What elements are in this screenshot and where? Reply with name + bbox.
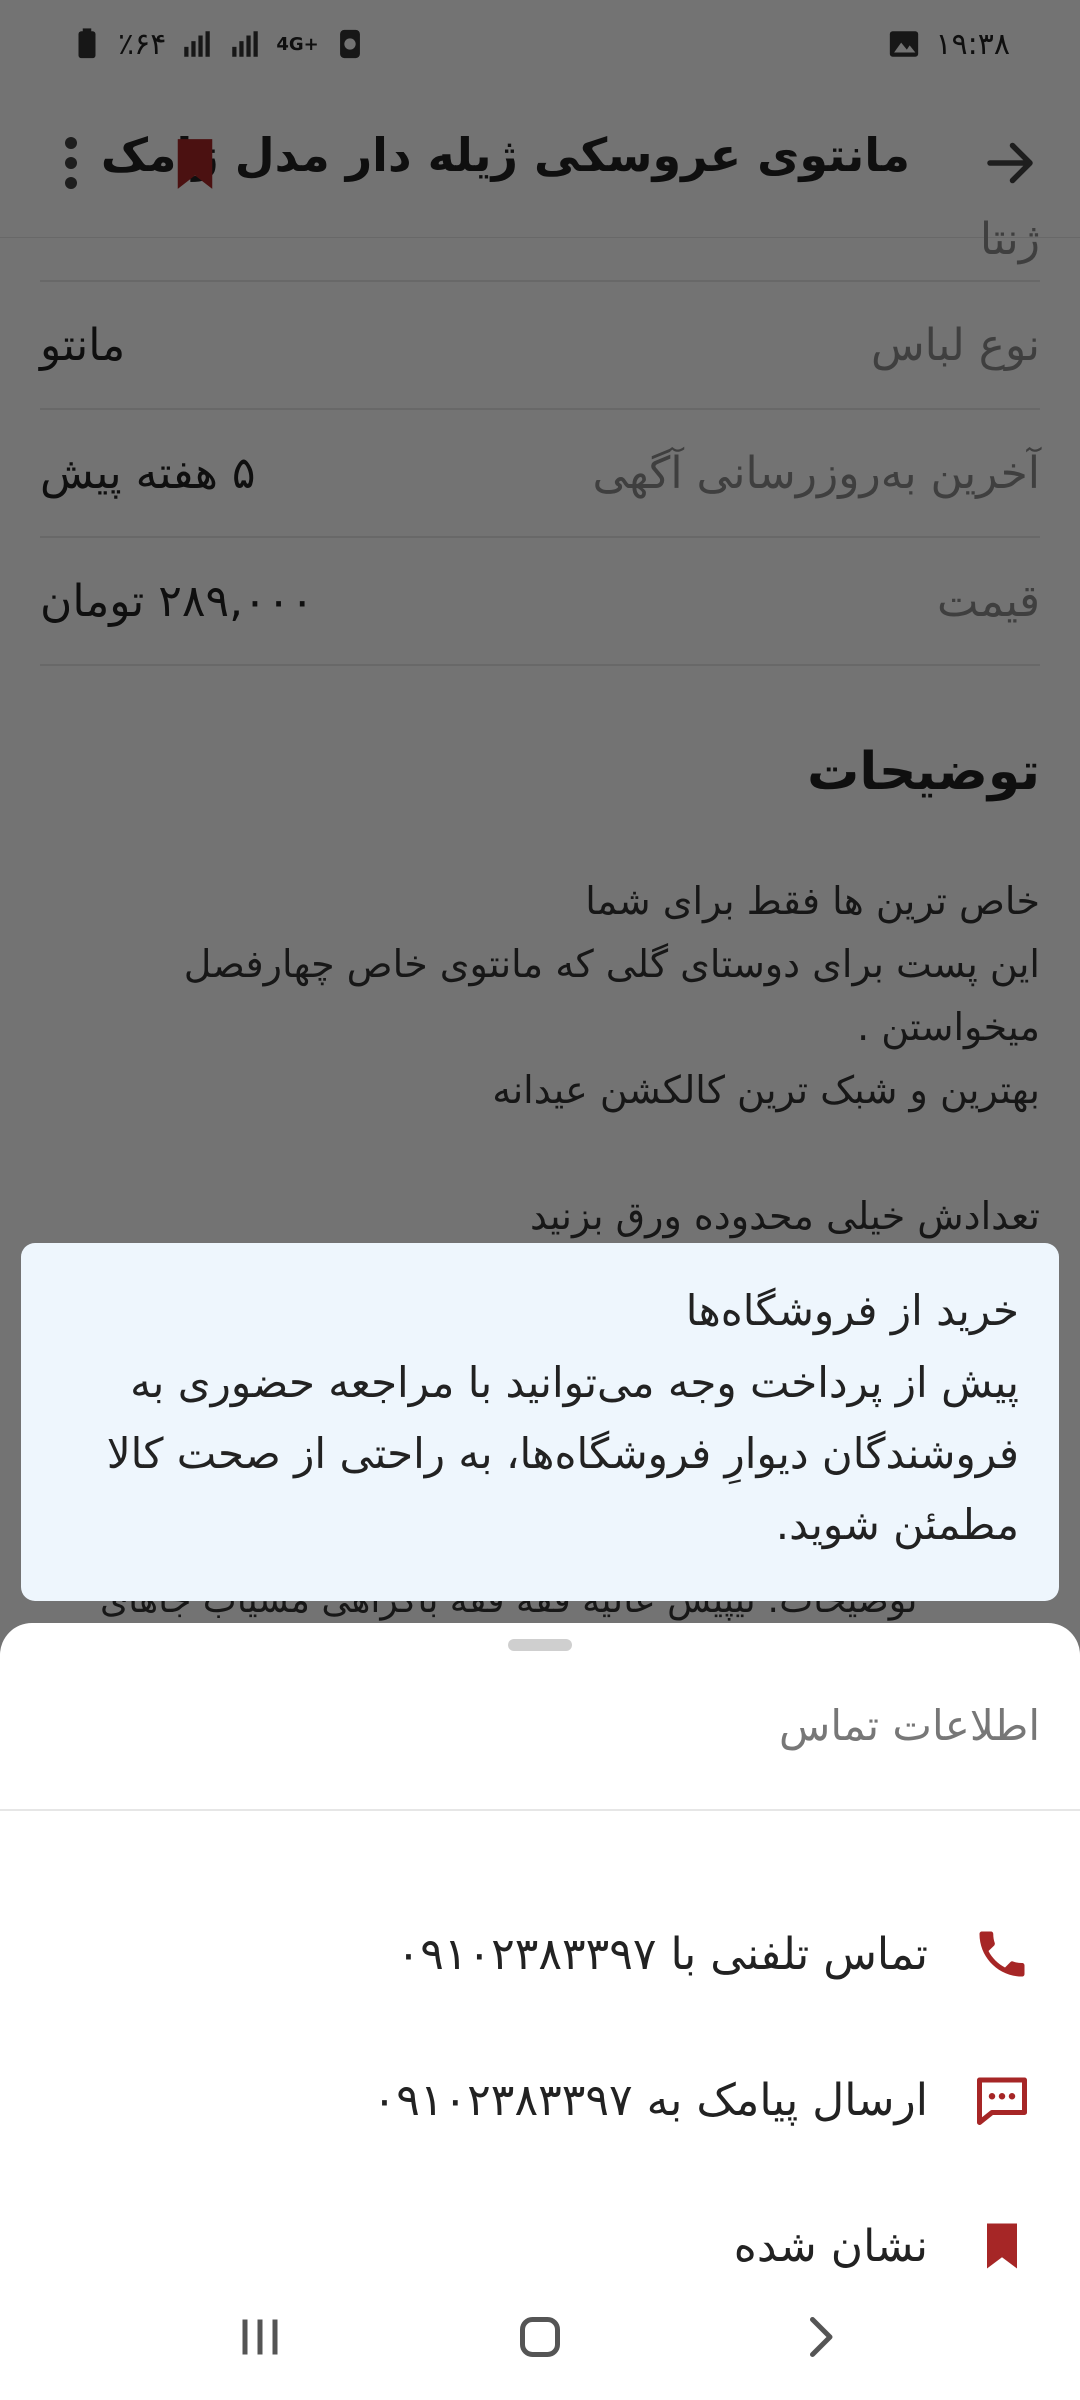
back-nav-icon[interactable] xyxy=(790,2307,850,2367)
sms-action[interactable] xyxy=(0,2027,1080,2173)
divider xyxy=(0,1809,1080,1811)
phone-icon xyxy=(972,1924,1032,1984)
sms-icon xyxy=(972,2070,1032,2130)
info-card xyxy=(21,1243,1059,1601)
sms-label: ارسال پیامک به ۰۹۱۰۲۳۸۳۳۹۷ xyxy=(372,2074,928,2126)
bookmark-label: نشان شده xyxy=(733,2220,928,2272)
sheet-title: اطلاعات تماس xyxy=(779,1701,1040,1750)
info-card-body: پیش از پرداخت وجه می‌توانید با مراجعه حضوری به فروشندگان دیوارِ فروشگاه‌ها، به راحتی از صحت کالا مطمئن شوید. xyxy=(106,1358,1019,1549)
drag-handle[interactable] xyxy=(508,1639,572,1651)
recent-apps-icon[interactable] xyxy=(230,2307,290,2367)
info-card-title: خرید از فروشگاه‌ها xyxy=(685,1286,1019,1335)
bookmark-icon xyxy=(972,2216,1032,2276)
home-icon[interactable] xyxy=(510,2307,570,2367)
call-label: تماس تلفنی با ۰۹۱۰۲۳۸۳۳۹۷ xyxy=(396,1928,928,1980)
system-nav-bar xyxy=(0,2274,1080,2400)
call-action[interactable] xyxy=(0,1881,1080,2027)
